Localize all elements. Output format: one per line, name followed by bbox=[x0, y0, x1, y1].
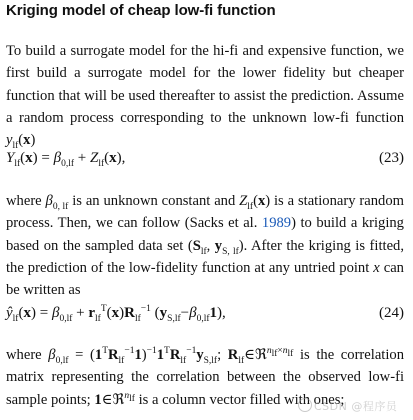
equation-23 bbox=[6, 150, 404, 174]
paragraph-definitions: where $\beta_{0,lf} = (1^TR_{lf}^{-1}1)^{-1}1^TR_{lf}^{-1}y_{S,lf}$; $R_{lf}\in ℜ^{n_{lf}\times n_{lf}}$ is the correlation matrix representing the correlation between the observed low-fi sample points; 1∈ℜ$^{n_{lf}}$ is a column vector filled with ones; bbox=[6, 346, 405, 408]
definitions-text-b: ; bbox=[217, 347, 228, 363]
kriging-text-a: where bbox=[6, 193, 46, 209]
definitions-text-a: where bbox=[6, 347, 49, 363]
kriging-text-c: is a stationary random process. Then, we can follow (Sacks et al. bbox=[6, 193, 404, 232]
definitions-text-d: is a column vector filled with ones; bbox=[134, 391, 345, 408]
kriging-text-b: is an unknown constant and bbox=[68, 193, 240, 209]
equation-24-body: $ŷ_{lf}(x) = \beta_{0,lf} + r_{lf}^T(x)R_{lf}^{-1}$ $(y_{S,lf}-\beta_{0,lf}1)$, bbox=[6, 304, 226, 324]
watermark bbox=[298, 398, 408, 416]
equation-23-body: $Y_{lf}(x) = \beta_{0,lf} + Z_{lf}(x)$, bbox=[6, 150, 126, 169]
citation-year-link[interactable]: 1989 bbox=[261, 215, 292, 232]
section-heading: Kriging model of cheap low-fi function bbox=[6, 2, 276, 19]
definitions-text-c: is the correlation matrix representing the correlation between the observed low-fi sample points; bbox=[6, 347, 405, 408]
kriging-text-d: ) to build a kriging based on the sampled data set bbox=[6, 215, 404, 254]
equation-24-number: (24) bbox=[379, 305, 404, 321]
watermark-logo-icon bbox=[298, 398, 312, 412]
watermark-text: CSDN @程序员 bbox=[314, 400, 398, 413]
intro-text: To build a surrogate model for the hi-fi and expensive function, we first build a surrogate model for the lower fidelity but cheaper function that will be used thereafter to assist the prediction. Assume a random process corresponding to the unknown low-fi function bbox=[6, 43, 404, 126]
equation-23-number: (23) bbox=[379, 150, 404, 166]
equation-24 bbox=[6, 305, 404, 329]
paragraph-intro: To build a surrogate model for the hi-fi and expensive function, we first build a surrogate model for the lower fidelity but cheaper function that will be used thereafter to assist the prediction. Assume a random process corresponding to the unknown low-fi function $y_{lf}(x)$ bbox=[6, 43, 404, 152]
kriging-text-f: can be written as bbox=[6, 259, 404, 299]
paragraph-kriging: where $\beta_{0, lf}$ is an unknown constant and $Z_{lf}(x)$ is a stationary random process. Then, we can follow (Sacks et al. 1989) to build a kriging based on the sampled data set ($S_{lf}$, $y_{S, lf}$). After the kriging is fitted, the prediction of the low-fidelity function at any untried point x can be written as bbox=[6, 193, 404, 299]
kriging-text-e: . After the kriging is fitted, the prediction of the low-fidelity function at any untried point bbox=[6, 237, 404, 276]
